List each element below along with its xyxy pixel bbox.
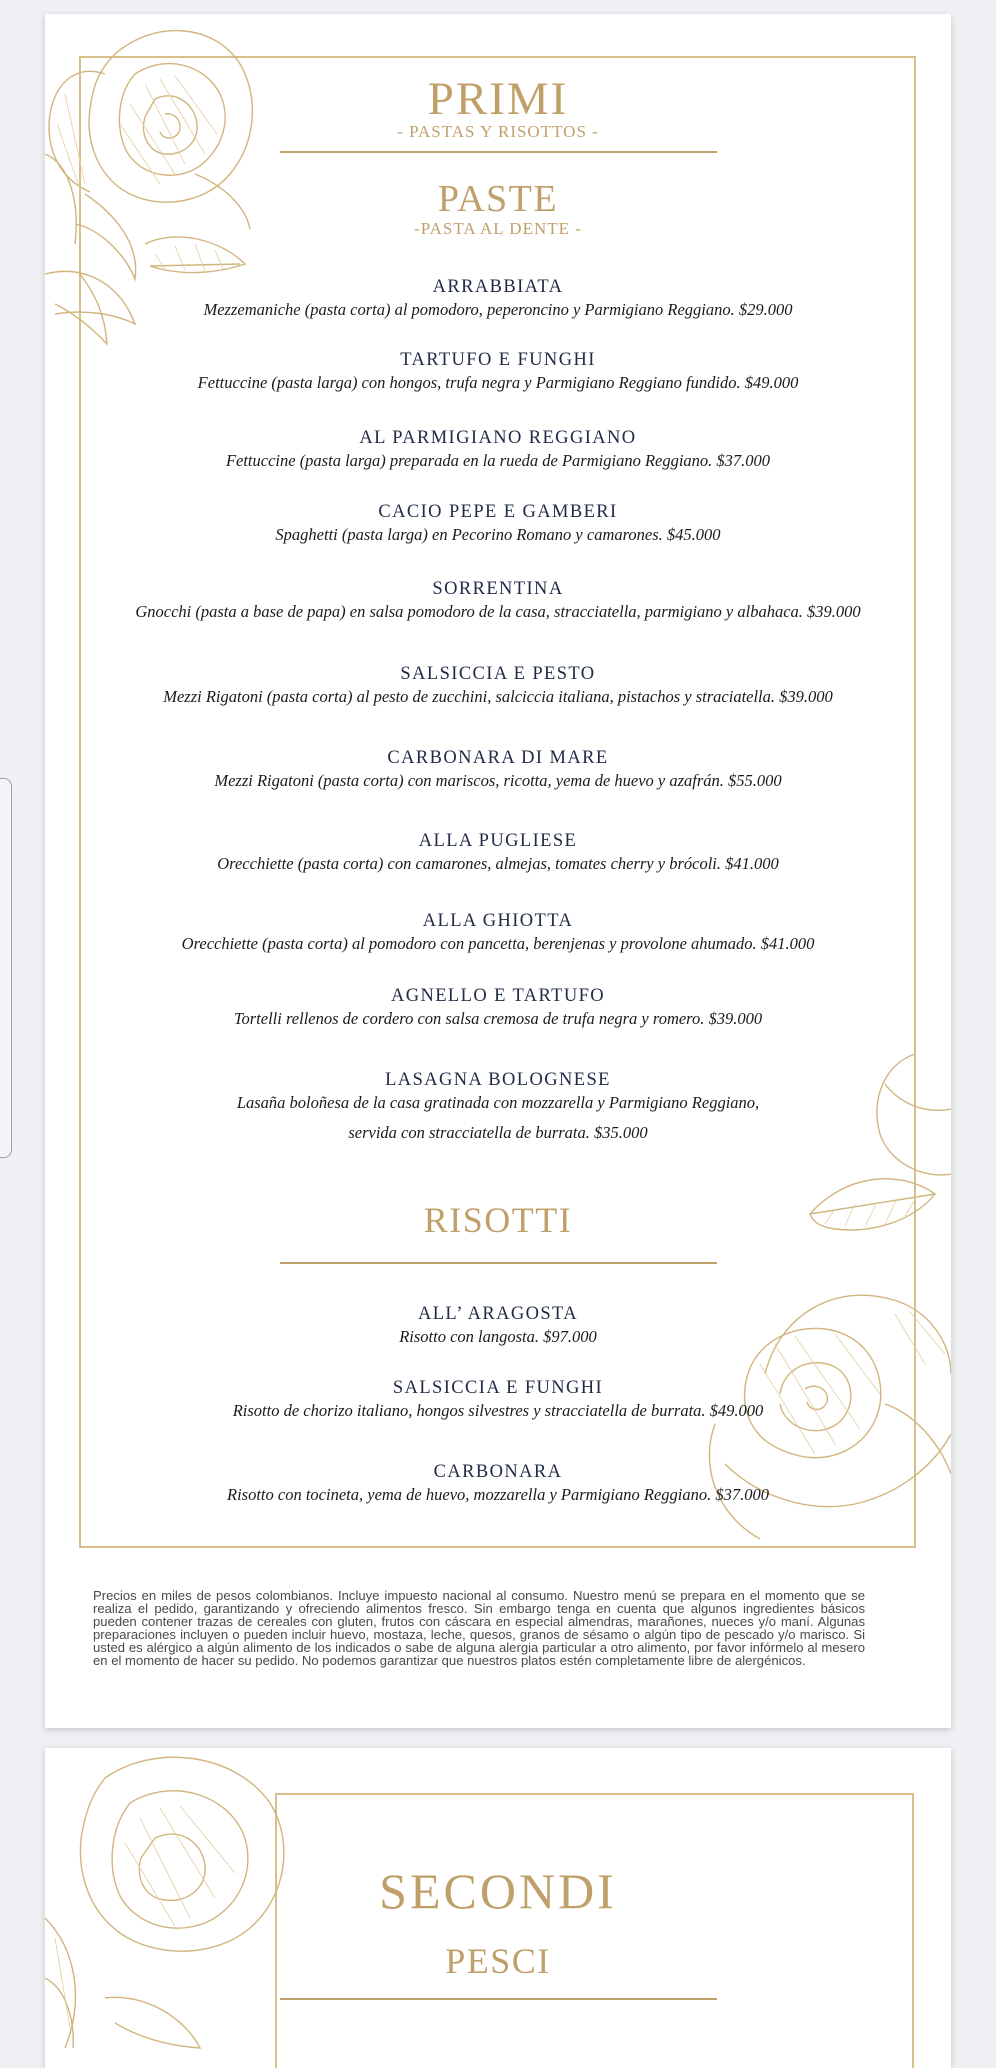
page-border-frame bbox=[275, 1793, 914, 2068]
dish-description-line2: servida con stracciatella de burrata. $35.000 bbox=[348, 1123, 648, 1142]
dish-name: AGNELLO E TARTUFO bbox=[390, 986, 606, 1006]
dish-description: Mezzemaniche (pasta corta) al pomodoro, peperoncino y Parmigiano Reggiano. $29.000 bbox=[203, 300, 793, 319]
menu-item bbox=[45, 911, 951, 954]
menu-item bbox=[45, 350, 951, 393]
menu-page-primi bbox=[45, 14, 951, 1728]
divider-line bbox=[280, 1262, 717, 1264]
menu-item bbox=[45, 428, 951, 471]
secondi-title: SECONDI bbox=[379, 1863, 617, 1919]
side-scroll-handle[interactable] bbox=[0, 778, 12, 1158]
dish-name: CACIO PEPE E GAMBERI bbox=[378, 502, 618, 522]
menu-page-secondi bbox=[45, 1748, 951, 2068]
dish-name: ALL’ ARAGOSTA bbox=[417, 1304, 579, 1324]
dish-description: Lasaña boloñesa de la casa gratinada con mozzarella y Parmigiano Reggiano, bbox=[236, 1093, 760, 1112]
allergen-disclaimer: Precios en miles de pesos colombianos. Incluye impuesto nacional al consumo. Nuestro menú se prepara en el momento que se realiza el pedido, garantizando y ofreciendo alimentos fresco. Sin embargo tenga en cuenta que algunos ingredientes básicos pueden contener trazas de cereales con gluten, frutos con cáscara en especial almendras, marañones, nueces y/o maní. Algunas preparaciones incluyen o pueden incluir huevo, mostaza, leche, quesos, granos de sésamo o algún tipo de pescado y/o marisco. Si usted es alérgico a algún alimento de los indicados o sabe de alguna alergia particular a otro alimento, por favor infórmelo al mesero en el momento de hacer su pedido. No podemos garantizar que nuestros platos estén completamente libre de alergénicos. bbox=[93, 1588, 865, 1668]
section-subtitle: - PASTAS Y RISOTTOS - bbox=[397, 122, 599, 141]
dish-description: Mezzi Rigatoni (pasta corta) con mariscos, ricotta, yema de huevo y azafrán. $55.000 bbox=[214, 771, 782, 790]
divider-line bbox=[280, 1998, 717, 2000]
dish-description: Risotto con tocineta, yema de huevo, mozzarella y Parmigiano Reggiano. $37.000 bbox=[227, 1485, 769, 1504]
menu-item bbox=[45, 502, 951, 545]
dish-description: Mezzi Rigatoni (pasta corta) al pesto de zucchini, salciccia italiana, pistachos y straciatella. $39.000 bbox=[163, 687, 833, 706]
dish-description: Risotto con langosta. $97.000 bbox=[399, 1327, 597, 1346]
menu-item bbox=[45, 1070, 951, 1143]
dish-description: Fettuccine (pasta larga) con hongos, trufa negra y Parmigiano Reggiano fundido. $49.000 bbox=[197, 373, 799, 392]
dish-name: ALLA GHIOTTA bbox=[422, 911, 574, 931]
menu-item bbox=[45, 986, 951, 1029]
risotti-title: RISOTTI bbox=[423, 1200, 573, 1240]
dish-name: SALSICCIA E PESTO bbox=[400, 664, 596, 684]
menu-item bbox=[45, 831, 951, 874]
dish-name: SALSICCIA E FUNGHI bbox=[392, 1378, 604, 1398]
menu-item bbox=[45, 1378, 951, 1421]
dish-name: SORRENTINA bbox=[432, 579, 564, 599]
menu-item bbox=[45, 579, 951, 622]
dish-name: AL PARMIGIANO REGGIANO bbox=[359, 428, 637, 448]
paste-subtitle: -PASTA AL DENTE - bbox=[414, 219, 582, 238]
dish-name: CARBONARA DI MARE bbox=[387, 748, 609, 768]
dish-description: Fettuccine (pasta larga) preparada en la rueda de Parmigiano Reggiano. $37.000 bbox=[225, 451, 771, 470]
dish-name: ARRABBIATA bbox=[432, 277, 564, 297]
menu-item bbox=[45, 748, 951, 791]
dish-description: Gnocchi (pasta a base de papa) en salsa pomodoro de la casa, stracciatella, parmigiano y albahaca. $39.000 bbox=[135, 602, 861, 621]
dish-name: TARTUFO E FUNGHI bbox=[400, 350, 596, 370]
dish-description: Orecchiette (pasta corta) al pomodoro con pancetta, berenjenas y provolone ahumado. $41.000 bbox=[181, 934, 815, 953]
dish-name: LASAGNA BOLOGNESE bbox=[385, 1070, 611, 1090]
menu-item bbox=[45, 277, 951, 320]
divider-line bbox=[280, 151, 717, 153]
menu-item bbox=[45, 1462, 951, 1505]
dish-description: Spaghetti (pasta larga) en Pecorino Romano y camarones. $45.000 bbox=[275, 525, 721, 544]
section-title: PRIMI bbox=[427, 73, 569, 125]
pesci-subtitle: PESCI bbox=[445, 1941, 551, 1981]
dish-description: Orecchiette (pasta corta) con camarones, almejas, tomates cherry y brócoli. $41.000 bbox=[217, 854, 779, 873]
paste-title: PASTE bbox=[437, 178, 559, 220]
menu-item bbox=[45, 664, 951, 707]
dish-name: CARBONARA bbox=[433, 1462, 563, 1482]
menu-item bbox=[45, 1304, 951, 1347]
dish-description: Tortelli rellenos de cordero con salsa cremosa de trufa negra y romero. $39.000 bbox=[233, 1009, 763, 1028]
dish-name: ALLA PUGLIESE bbox=[418, 831, 578, 851]
dish-description: Risotto de chorizo italiano, hongos silvestres y stracciatella de burrata. $49.000 bbox=[232, 1401, 764, 1420]
